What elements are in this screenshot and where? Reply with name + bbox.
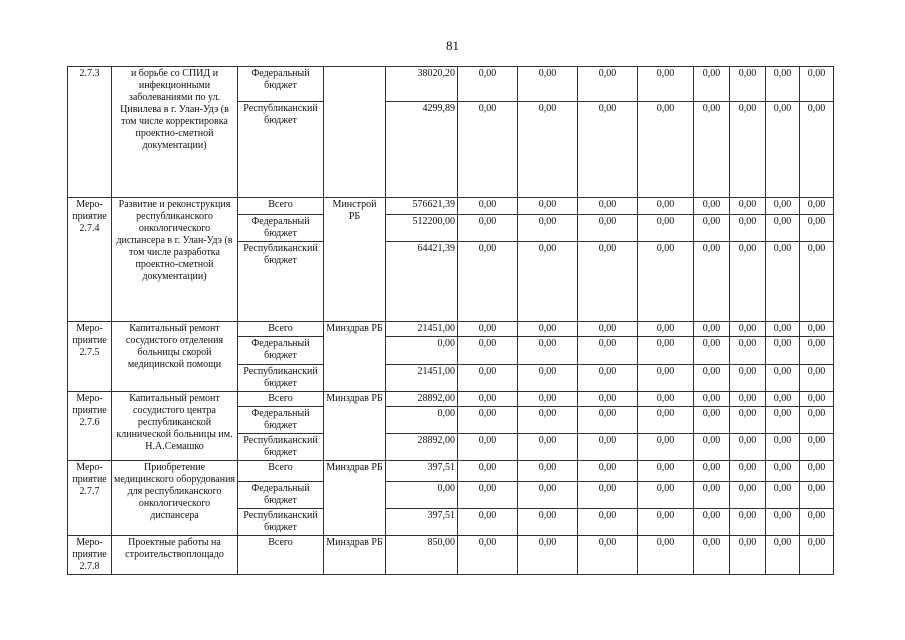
year-amount: 0,00	[518, 434, 578, 461]
total-amount: 28892,00	[386, 392, 458, 407]
year-amount: 0,00	[694, 509, 730, 536]
total-amount: 0,00	[386, 407, 458, 434]
total-amount: 850,00	[386, 536, 458, 575]
total-amount: 21451,00	[386, 322, 458, 337]
year-amount: 0,00	[638, 434, 694, 461]
year-amount: 0,00	[800, 337, 834, 365]
executor: Минстрой РБ	[324, 198, 386, 322]
table-row	[68, 536, 868, 575]
year-amount: 0,00	[730, 215, 766, 242]
year-amount: 0,00	[694, 102, 730, 198]
year-amount: 0,00	[638, 407, 694, 434]
funding-source: Федеральный бюджет	[238, 407, 324, 434]
executor	[324, 67, 386, 198]
year-amount: 0,00	[578, 102, 638, 198]
year-amount: 0,00	[518, 242, 578, 322]
year-amount: 0,00	[578, 198, 638, 215]
year-amount: 0,00	[694, 322, 730, 337]
total-amount: 397,51	[386, 509, 458, 536]
table-body	[68, 67, 868, 575]
year-amount: 0,00	[578, 536, 638, 575]
measure-code: 2.7.3	[68, 67, 112, 198]
funding-source: Федеральный бюджет	[238, 482, 324, 509]
year-amount: 0,00	[578, 392, 638, 407]
year-amount: 0,00	[458, 242, 518, 322]
table-row	[68, 392, 868, 407]
year-amount: 0,00	[766, 242, 800, 322]
year-amount: 0,00	[458, 215, 518, 242]
year-amount: 0,00	[766, 198, 800, 215]
year-amount: 0,00	[694, 67, 730, 102]
year-amount: 0,00	[766, 365, 800, 392]
year-amount: 0,00	[518, 102, 578, 198]
funding-source: Всего	[238, 198, 324, 215]
total-amount: 576621,39	[386, 198, 458, 215]
page-number: 81	[446, 38, 459, 53]
year-amount: 0,00	[766, 102, 800, 198]
measure-code: Меро-приятие 2.7.7	[68, 461, 112, 536]
year-amount: 0,00	[694, 198, 730, 215]
year-amount: 0,00	[766, 67, 800, 102]
year-amount: 0,00	[518, 337, 578, 365]
year-amount: 0,00	[458, 198, 518, 215]
year-amount: 0,00	[458, 337, 518, 365]
measure-name: Капитальный ремонт сосудистого отделения больницы скорой медицинской помощи	[112, 322, 238, 392]
year-amount: 0,00	[518, 461, 578, 482]
year-amount: 0,00	[578, 322, 638, 337]
year-amount: 0,00	[578, 461, 638, 482]
year-amount: 0,00	[458, 536, 518, 575]
funding-source: Республиканский бюджет	[238, 509, 324, 536]
funding-source: Всего	[238, 536, 324, 575]
year-amount: 0,00	[730, 337, 766, 365]
year-amount: 0,00	[694, 536, 730, 575]
year-amount: 0,00	[518, 365, 578, 392]
year-amount: 0,00	[578, 242, 638, 322]
year-amount: 0,00	[458, 434, 518, 461]
year-amount: 0,00	[518, 407, 578, 434]
table-row	[68, 322, 868, 337]
year-amount: 0,00	[694, 337, 730, 365]
executor: Минздрав РБ	[324, 536, 386, 575]
year-amount: 0,00	[694, 242, 730, 322]
year-amount: 0,00	[458, 509, 518, 536]
funding-source: Республиканский бюджет	[238, 102, 324, 198]
year-amount: 0,00	[578, 434, 638, 461]
year-amount: 0,00	[578, 407, 638, 434]
funding-source: Республиканский бюджет	[238, 365, 324, 392]
total-amount: 0,00	[386, 482, 458, 509]
year-amount: 0,00	[458, 407, 518, 434]
year-amount: 0,00	[638, 509, 694, 536]
year-amount: 0,00	[638, 337, 694, 365]
executor: Минздрав РБ	[324, 322, 386, 392]
year-amount: 0,00	[638, 67, 694, 102]
year-amount: 0,00	[730, 461, 766, 482]
year-amount: 0,00	[766, 337, 800, 365]
total-amount: 64421,39	[386, 242, 458, 322]
year-amount: 0,00	[800, 102, 834, 198]
year-amount: 0,00	[578, 509, 638, 536]
executor: Минздрав РБ	[324, 461, 386, 536]
total-amount: 38020,20	[386, 67, 458, 102]
funding-source: Всего	[238, 461, 324, 482]
year-amount: 0,00	[800, 461, 834, 482]
table-row	[68, 198, 868, 215]
total-amount: 397,51	[386, 461, 458, 482]
year-amount: 0,00	[766, 509, 800, 536]
year-amount: 0,00	[730, 482, 766, 509]
year-amount: 0,00	[694, 461, 730, 482]
table-row	[68, 461, 868, 482]
year-amount: 0,00	[518, 215, 578, 242]
year-amount: 0,00	[458, 365, 518, 392]
measure-code: Меро-приятие 2.7.6	[68, 392, 112, 461]
total-amount: 0,00	[386, 337, 458, 365]
year-amount: 0,00	[694, 407, 730, 434]
total-amount: 28892,00	[386, 434, 458, 461]
year-amount: 0,00	[458, 392, 518, 407]
year-amount: 0,00	[458, 482, 518, 509]
year-amount: 0,00	[766, 322, 800, 337]
year-amount: 0,00	[800, 482, 834, 509]
year-amount: 0,00	[800, 67, 834, 102]
year-amount: 0,00	[518, 198, 578, 215]
year-amount: 0,00	[766, 407, 800, 434]
year-amount: 0,00	[638, 242, 694, 322]
year-amount: 0,00	[800, 407, 834, 434]
year-amount: 0,00	[578, 337, 638, 365]
year-amount: 0,00	[730, 365, 766, 392]
year-amount: 0,00	[638, 102, 694, 198]
year-amount: 0,00	[638, 198, 694, 215]
funding-source: Всего	[238, 392, 324, 407]
year-amount: 0,00	[458, 461, 518, 482]
year-amount: 0,00	[638, 461, 694, 482]
executor: Минздрав РБ	[324, 392, 386, 461]
year-amount: 0,00	[800, 242, 834, 322]
year-amount: 0,00	[766, 482, 800, 509]
budget-table	[67, 66, 868, 575]
funding-source: Всего	[238, 322, 324, 337]
year-amount: 0,00	[638, 482, 694, 509]
year-amount: 0,00	[730, 67, 766, 102]
year-amount: 0,00	[800, 365, 834, 392]
measure-name: Приобретение медицинского оборудования для республиканского онкологического диспансера	[112, 461, 238, 536]
year-amount: 0,00	[730, 322, 766, 337]
year-amount: 0,00	[730, 536, 766, 575]
total-amount: 4299,89	[386, 102, 458, 198]
measure-code: Меро-приятие 2.7.5	[68, 322, 112, 392]
year-amount: 0,00	[730, 198, 766, 215]
year-amount: 0,00	[638, 215, 694, 242]
year-amount: 0,00	[578, 365, 638, 392]
year-amount: 0,00	[518, 322, 578, 337]
year-amount: 0,00	[766, 461, 800, 482]
year-amount: 0,00	[638, 365, 694, 392]
funding-source: Республиканский бюджет	[238, 242, 324, 322]
year-amount: 0,00	[730, 102, 766, 198]
year-amount: 0,00	[694, 365, 730, 392]
year-amount: 0,00	[766, 536, 800, 575]
year-amount: 0,00	[518, 536, 578, 575]
total-amount: 512200,00	[386, 215, 458, 242]
year-amount: 0,00	[578, 482, 638, 509]
year-amount: 0,00	[800, 215, 834, 242]
year-amount: 0,00	[800, 536, 834, 575]
year-amount: 0,00	[800, 392, 834, 407]
year-amount: 0,00	[458, 67, 518, 102]
funding-source: Федеральный бюджет	[238, 215, 324, 242]
year-amount: 0,00	[694, 434, 730, 461]
year-amount: 0,00	[800, 198, 834, 215]
measure-name: и борьбе со СПИД и инфекционными заболеваниями по ул. Цивилева в г. Улан-Удэ (в том числе корректировка проектно-сметной документации)	[112, 67, 238, 198]
year-amount: 0,00	[730, 242, 766, 322]
year-amount: 0,00	[800, 322, 834, 337]
year-amount: 0,00	[800, 509, 834, 536]
measure-name: Развитие и реконструкция республиканского онкологического диспансера в г. Улан-Удэ (в том числе разработка проектно-сметной документации)	[112, 198, 238, 322]
year-amount: 0,00	[766, 215, 800, 242]
measure-code: Меро-приятие 2.7.4	[68, 198, 112, 322]
measure-name: Капитальный ремонт сосудистого центра республиканской клинической больницы им. Н.А.Семашко	[112, 392, 238, 461]
year-amount: 0,00	[578, 215, 638, 242]
year-amount: 0,00	[458, 102, 518, 198]
year-amount: 0,00	[638, 392, 694, 407]
year-amount: 0,00	[638, 322, 694, 337]
year-amount: 0,00	[694, 215, 730, 242]
funding-source: Федеральный бюджет	[238, 337, 324, 365]
year-amount: 0,00	[578, 67, 638, 102]
table-row	[68, 67, 868, 102]
year-amount: 0,00	[730, 392, 766, 407]
year-amount: 0,00	[518, 482, 578, 509]
year-amount: 0,00	[730, 434, 766, 461]
year-amount: 0,00	[766, 434, 800, 461]
year-amount: 0,00	[694, 482, 730, 509]
funding-source: Республиканский бюджет	[238, 434, 324, 461]
year-amount: 0,00	[518, 67, 578, 102]
year-amount: 0,00	[638, 536, 694, 575]
year-amount: 0,00	[730, 407, 766, 434]
measure-name: Проектные работы на строительствоплощадо	[112, 536, 238, 575]
year-amount: 0,00	[694, 392, 730, 407]
measure-code: Меро-приятие 2.7.8	[68, 536, 112, 575]
year-amount: 0,00	[766, 392, 800, 407]
year-amount: 0,00	[458, 322, 518, 337]
funding-source: Федеральный бюджет	[238, 67, 324, 102]
year-amount: 0,00	[518, 392, 578, 407]
year-amount: 0,00	[518, 509, 578, 536]
year-amount: 0,00	[800, 434, 834, 461]
year-amount: 0,00	[730, 509, 766, 536]
total-amount: 21451,00	[386, 365, 458, 392]
